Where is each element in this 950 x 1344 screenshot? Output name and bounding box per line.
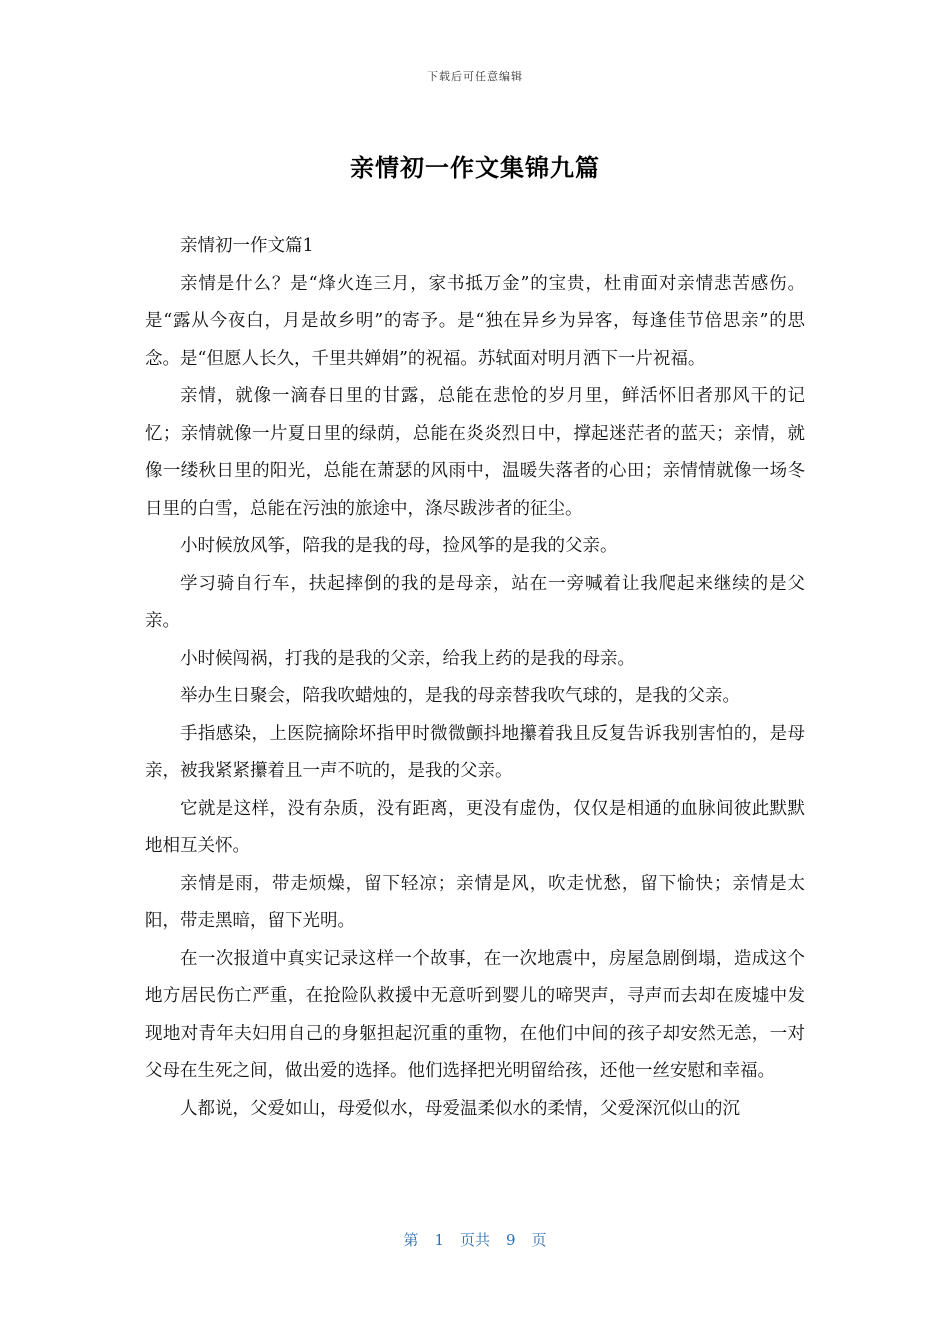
total-pages-number: 9 — [506, 1231, 516, 1249]
paragraph: 小时候放风筝，陪我的是我的母，捡风筝的是我的父亲。 — [180, 536, 618, 556]
header-note: 下载后可任意编辑 — [427, 70, 523, 83]
paragraph: 亲情是什么？是“烽火连三月，家书抵万金”的宝贵，杜甫面对亲情悲苦感伤。是“露从今夜白，月是故乡明”的寄予。是“独在异乡为异客，每逢佳节倍思亲”的思念。是“但愿人长久，千里共婵娟”的祝福。苏轼面对明月洒下一片祝福。 — [145, 273, 805, 369]
footer-middle: 页共 — [459, 1231, 490, 1249]
document-body — [145, 228, 805, 1128]
footer-suffix: 页 — [531, 1231, 547, 1249]
paragraph: 手指感染，上医院摘除坏指甲时微微颤抖地攥着我且反复告诉我别害怕的，是母亲，被我紧紧攥着且一声不吭的，是我的父亲。 — [145, 723, 805, 781]
paragraph: 在一次报道中真实记录这样一个故事，在一次地震中，房屋急剧倒塌，造成这个地方居民伤亡严重，在抢险队救援中无意听到婴儿的啼哭声，寻声而去却在废墟中发现地对青年夫妇用自己的身躯担起沉重的重物，在他们中间的孩子却安然无恙，一对父母在生死之间，做出爱的选择。他们选择把光明留给孩，还他一丝安慰和幸福。 — [145, 948, 805, 1081]
current-page-number: 1 — [434, 1231, 444, 1249]
paragraph: 学习骑自行车，扶起摔倒的我的是母亲，站在一旁喊着让我爬起来继续的是父亲。 — [145, 573, 805, 631]
paragraph: 举办生日聚会，陪我吹蜡烛的，是我的母亲替我吹气球的，是我的父亲。 — [180, 686, 740, 706]
page-footer — [0, 1229, 950, 1250]
section-heading: 亲情初一作文篇1 — [180, 236, 314, 256]
footer-prefix: 第 — [403, 1231, 419, 1249]
document-title: 亲情初一作文集锦九篇 — [350, 154, 600, 182]
paragraph: 人都说，父爱如山，母爱似水，母爱温柔似水的柔情，父爱深沉似山的沉 — [180, 1098, 740, 1119]
paragraph: 亲情，就像一滴春日里的甘露，总能在悲怆的岁月里，鲜活怀旧者那风干的记忆；亲情就像一片夏日里的绿荫，总能在炎炎烈日中，撑起迷茫者的蓝天；亲情，就像一缕秋日里的阳光，总能在萧瑟的风雨中，温暖失落者的心田；亲情情就像一场冬日里的白雪，总能在污浊的旅途中，涤尽跋涉者的征尘。 — [145, 386, 805, 519]
paragraph: 亲情是雨，带走烦燥，留下轻凉；亲情是风，吹走忧愁，留下愉快；亲情是太阳，带走黑暗，留下光明。 — [145, 873, 805, 931]
paragraph: 它就是这样，没有杂质，没有距离，更没有虚伪，仅仅是相通的血脉间彼此默默地相互关怀。 — [145, 798, 805, 856]
paragraph: 小时候闯祸，打我的是我的父亲，给我上药的是我的母亲。 — [180, 648, 635, 669]
